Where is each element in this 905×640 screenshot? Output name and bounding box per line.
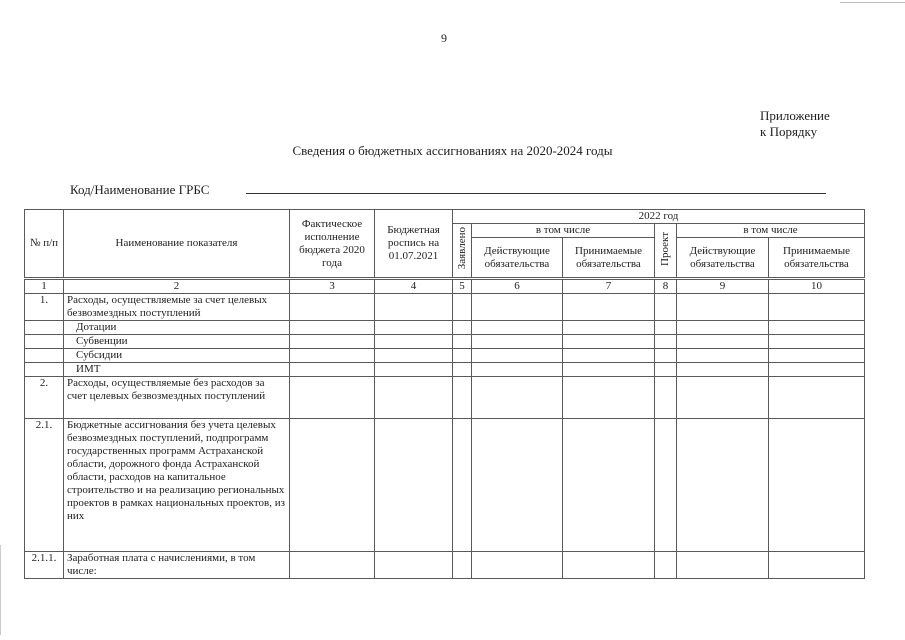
column-number-row (25, 280, 865, 294)
column-number: 5 (453, 280, 472, 294)
row-number (25, 321, 64, 335)
document-title: Сведения о бюджетных ассигнованиях на 2020-2024 годы (292, 143, 613, 158)
header-accepted-2: Принимаемые обязательства (769, 238, 865, 278)
row-name: Субсидии (64, 349, 290, 363)
appendix-line-2: к Порядку (760, 124, 818, 139)
header-name: Наименование показателя (64, 210, 290, 278)
row-name: Расходы, осуществляемые без расходов за счет целевых безвозмездных поступлений (64, 377, 290, 419)
grbs-fill-line (246, 193, 826, 194)
top-edge-line (840, 2, 905, 3)
row-name: Расходы, осуществляемые за счет целевых безвозмездных поступлений (64, 294, 290, 321)
grbs-label: Код/Наименование ГРБС (70, 182, 210, 197)
column-number: 2 (64, 280, 290, 294)
column-number: 8 (655, 280, 677, 294)
header-declared-cell (453, 224, 472, 278)
table-row (25, 552, 865, 579)
column-number: 9 (677, 280, 769, 294)
table-row (25, 419, 865, 552)
column-number: 3 (290, 280, 375, 294)
page-number: 9 (441, 31, 447, 45)
row-number: 2.1.1. (25, 552, 64, 579)
row-name: Субвенции (64, 335, 290, 349)
header-accepted-1: Принимаемые обязательства (563, 238, 655, 278)
column-number: 1 (25, 280, 64, 294)
header-row-1 (25, 210, 865, 224)
table-row (25, 321, 865, 335)
header-project-cell (655, 224, 677, 278)
row-number (25, 363, 64, 377)
budget-table (24, 209, 865, 579)
appendix-note (760, 108, 830, 140)
row-name: Заработная плата с начислениями, в том числе: (64, 552, 290, 579)
column-number: 6 (472, 280, 563, 294)
header-active-1: Действующие обязательства (472, 238, 563, 278)
header-num: № п/п (25, 210, 64, 278)
header-incl-2: в том числе (677, 224, 865, 238)
table-row (25, 335, 865, 349)
row-name: Бюджетные ассигнования без учета целевых безвозмездных поступлений, подпрограмм государственных программ Астраханской области, дорожного фонда Астраханской области, расходов на капитальное строительство и на реализацию региональных проектов в рамках национальных проектов, из них (64, 419, 290, 552)
table-row (25, 363, 865, 377)
column-number: 4 (375, 280, 453, 294)
left-edge-mark (0, 545, 1, 635)
table-row (25, 349, 865, 363)
row-number (25, 335, 64, 349)
table-row (25, 377, 865, 419)
row-number (25, 349, 64, 363)
row-number: 2. (25, 377, 64, 419)
row-number: 2.1. (25, 419, 64, 552)
header-active-2: Действующие обязательства (677, 238, 769, 278)
header-incl-1: в том числе (472, 224, 655, 238)
header-project: Проект (659, 231, 671, 266)
appendix-line-1: Приложение (760, 108, 830, 123)
column-number: 7 (563, 280, 655, 294)
row-number: 1. (25, 294, 64, 321)
row-name: Дотации (64, 321, 290, 335)
column-number: 10 (769, 280, 865, 294)
table-row (25, 294, 865, 321)
header-year: 2022 год (453, 210, 865, 224)
header-budget: Бюджетная роспись на 01.07.2021 (375, 210, 453, 278)
row-name: ИМТ (64, 363, 290, 377)
header-declared: Заявлено (455, 227, 468, 270)
header-actual: Фактическое исполнение бюджета 2020 года (290, 210, 375, 278)
